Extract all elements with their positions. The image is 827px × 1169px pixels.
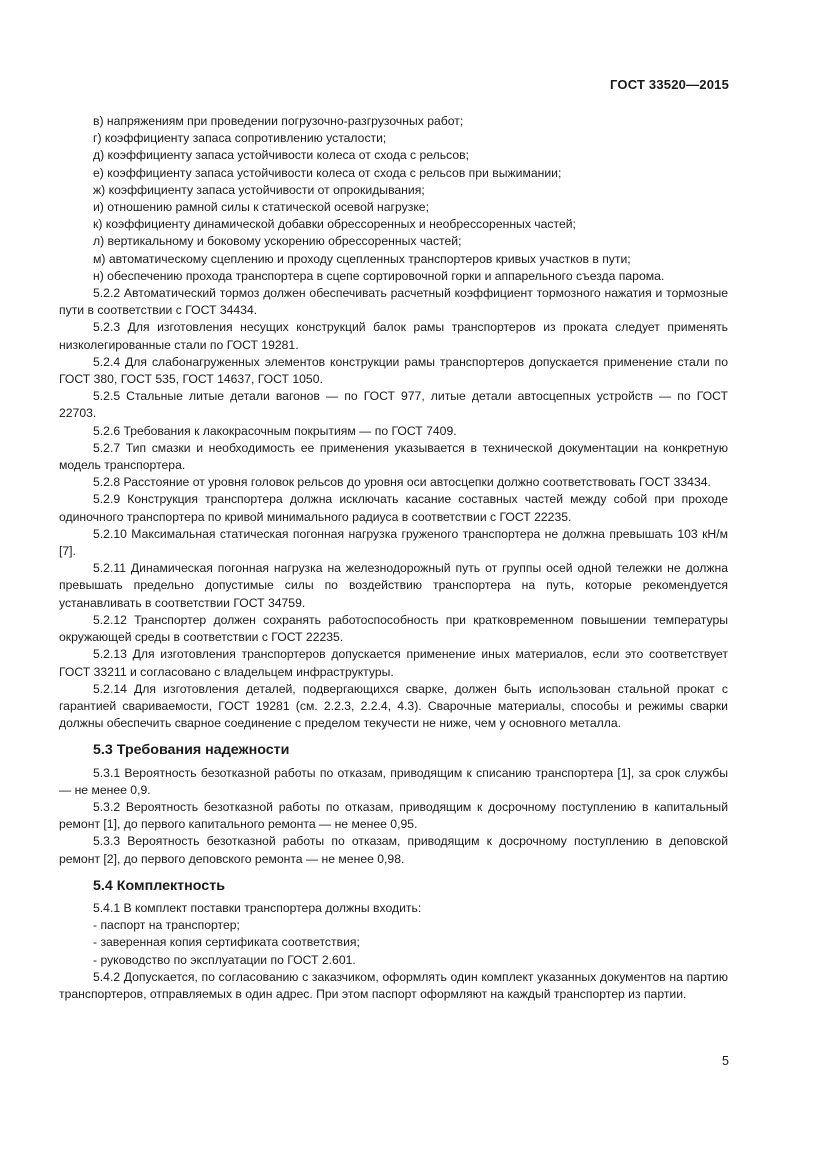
clause-5-2-10: 5.2.10 Максимальная статическая погонная нагрузка груженого транспортера не должна превышать 103 кН/м [7]. <box>59 526 728 559</box>
list-item: и) отношению рамной силы к статической осевой нагрузке; <box>93 200 429 215</box>
clause-5-3-3: 5.3.3 Вероятность безотказной работы по отказам, приводящим к досрочному поступлению в деповской ремонт [2], до первого деповского ремонта — не менее 0,98. <box>59 834 728 866</box>
clause-5-2-11: 5.2.11 Динамическая погонная нагрузка на железнодорожный путь от группы осей одной тележки не должна превышать предельно допустимые силы по воздействию транспортера на путь, которые рекомендуется устанавливать в соответствии ГОСТ 34759. <box>59 561 728 610</box>
clause-5-2-8: 5.2.8 Расстояние от уровня головок рельсов до уровня оси автосцепки должно соответствовать ГОСТ 33434. <box>93 475 711 490</box>
clause-5-4-2: 5.4.2 Допускается, по согласованию с заказчиком, оформлять один комплект указанных документов на партию транспортеров, отправляемых в один адрес. При этом паспорт оформляют на каждый транспортер из партии. <box>59 969 728 1001</box>
clause-5-3-2: 5.3.2 Вероятность безотказной работы по отказам, приводящим к досрочному поступлению в капитальный ремонт [1], до первого капитального ремонта — не менее 0,95. <box>59 799 728 832</box>
clause-5-3-1: 5.3.1 Вероятность безотказной работы по отказам, приводящим к списанию транспортера [1], за срок службы — не менее 0,9. <box>59 765 728 797</box>
clause-5-2-7: 5.2.7 Тип смазки и необходимость ее применения указывается в технической документации на конкретную модель транспортера. <box>59 440 728 473</box>
list-item: г) коэффициенту запаса сопротивлению усталости; <box>93 131 387 146</box>
clause-5-2-3: 5.2.3 Для изготовления несущих конструкций балок рамы транспортеров из проката следует применять низколегированные стали по ГОСТ 19281. <box>59 320 728 352</box>
list-item: д) коэффициенту запаса устойчивости колеса от схода с рельсов; <box>93 148 470 163</box>
clause-5-2-6: 5.2.6 Требования к лакокрасочным покрытиям — по ГОСТ 7409. <box>93 423 457 438</box>
list-item: к) коэффициенту динамической добавки обрессоренных и необрессоренных частей; <box>93 217 576 232</box>
list-item: - заверенная копия сертификата соответствия; <box>93 935 360 950</box>
clause-5-2-5: 5.2.5 Стальные литые детали вагонов — по ГОСТ 977, литые детали автосцепных устройств — по ГОСТ 22703. <box>59 389 728 421</box>
list-item: ж) коэффициенту запаса устойчивости от опрокидывания; <box>93 182 425 197</box>
clause-5-2-14: 5.2.14 Для изготовления деталей, подвергающихся сварке, должен быть использован стальной прокат с гарантией свариваемости, ГОСТ 19281 (см. 2.2.3, 2.2.4, 4.3). Сварочные материалы, способы и режимы сварки должны обеспечить сварное соединение с пределом текучести не ниже, чем у основного металла. <box>59 681 728 731</box>
list-item: м) автоматическому сцеплению и проходу сцепленных транспортеров кривых участков в пути; <box>93 251 631 266</box>
document-id-header: ГОСТ 33520—2015 <box>610 77 729 92</box>
list-item: н) обеспечению прохода транспортера в сцепе сортировочной горки и аппарельного съезда парома. <box>93 268 665 283</box>
list-item: - паспорт на транспортер; <box>93 918 240 933</box>
clause-5-2-12: 5.2.12 Транспортер должен сохранять работоспособность при кратковременном повышении температуры окружающей среды в соответствии с ГОСТ 22235. <box>59 612 728 645</box>
list-item: л) вертикальному и боковому ускорению обрессоренных частей; <box>93 234 462 249</box>
list-item: в) напряжениям при проведении погрузочно-разгрузочных работ; <box>93 114 464 128</box>
page-number: 5 <box>722 1054 729 1068</box>
section-heading-5-3: 5.3 Требования надежности <box>93 742 290 759</box>
clause-5-2-9: 5.2.9 Конструкция транспортера должна исключать касание составных частей между собой при проходе одиночного транспортера по кривой минимального радиуса в соответствии с ГОСТ 22235. <box>59 492 728 524</box>
section-heading-5-4: 5.4 Комплектность <box>93 877 225 894</box>
document-body <box>59 113 728 1003</box>
clause-5-4-1: 5.4.1 В комплект поставки транспортера должны входить: <box>93 900 422 915</box>
clause-5-2-4: 5.2.4 Для слабонагруженных элементов конструкции рамы транспортеров допускается применение стали по ГОСТ 380, ГОСТ 535, ГОСТ 14637, ГОСТ 1050. <box>59 354 728 387</box>
clause-5-2-2: 5.2.2 Автоматический тормоз должен обеспечивать расчетный коэффициент тормозного нажатия и тормозные пути в соответствии с ГОСТ 34434. <box>59 286 728 318</box>
list-item: е) коэффициенту запаса устойчивости колеса от схода с рельсов при выжимании; <box>93 165 562 180</box>
list-item: - руководство по эксплуатации по ГОСТ 2.601. <box>93 952 356 967</box>
clause-5-2-13: 5.2.13 Для изготовления транспортеров допускается применение иных материалов, если это соответствует ГОСТ 33211 и согласовано с владельцем инфраструктуры. <box>59 647 728 679</box>
